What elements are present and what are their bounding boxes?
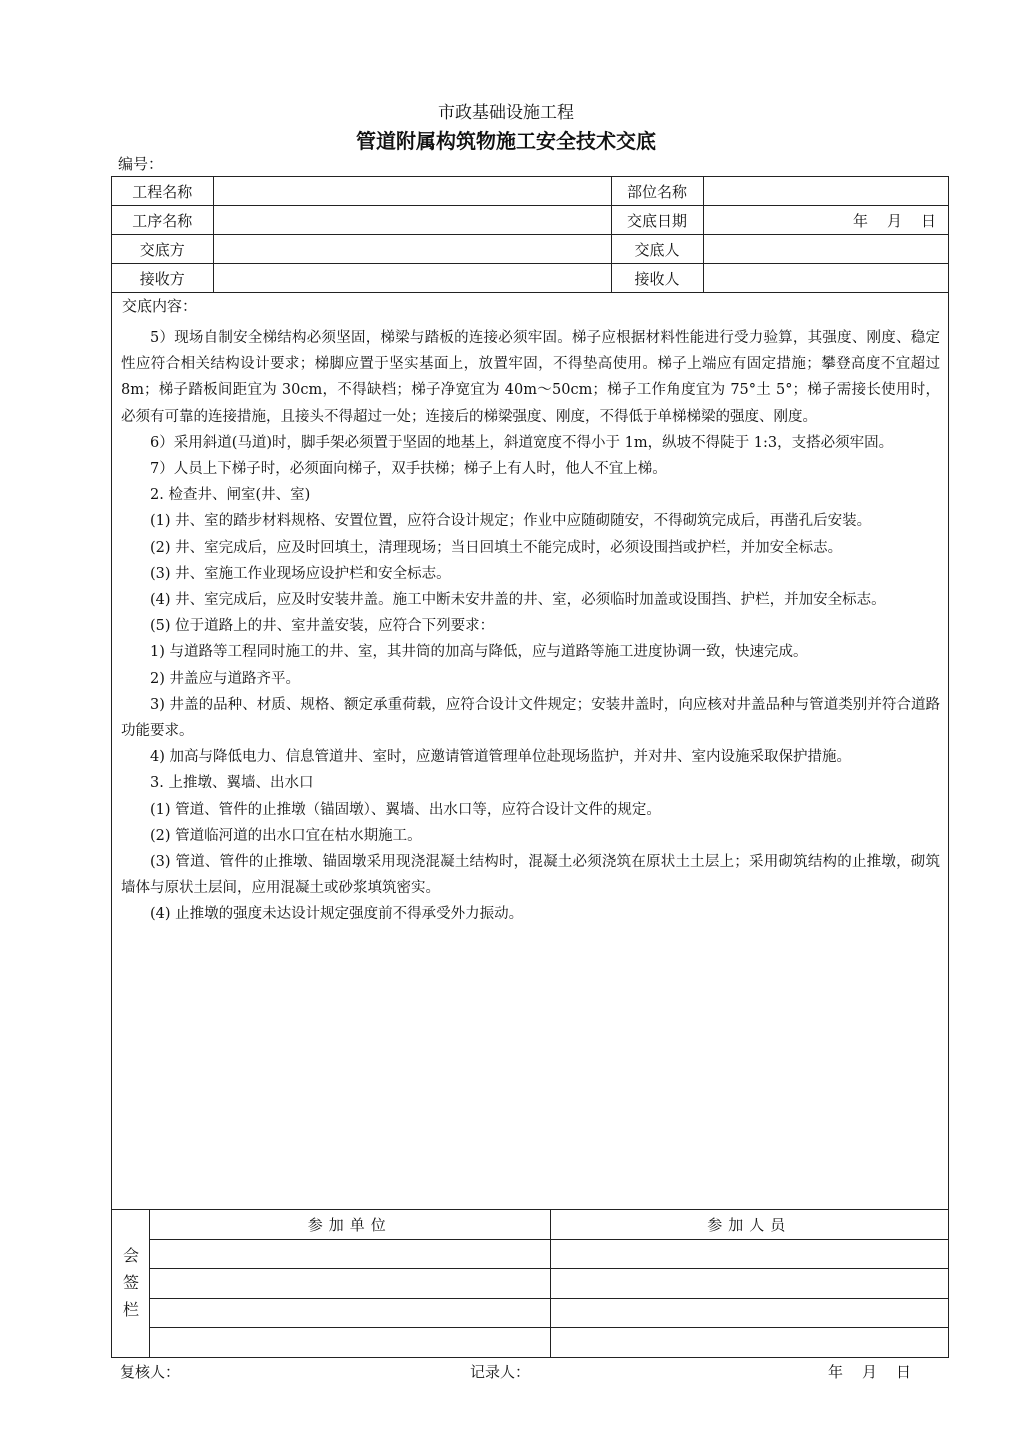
serial-number-label: 编号： bbox=[118, 155, 164, 173]
signoff-row bbox=[150, 1239, 948, 1269]
content-paragraph: 6）采用斜道(马道)时，脚手架必须置于坚固的地基上，斜道宽度不得小于 1m，纵坡不得陡于 1:3，支搭必须牢固。 bbox=[150, 434, 894, 451]
signoff-side-char: 签 bbox=[122, 1273, 139, 1292]
receiving-party-label: 接收方 bbox=[112, 264, 213, 293]
info-row-receiver bbox=[112, 264, 948, 293]
disclosing-party-field[interactable] bbox=[213, 235, 611, 264]
participating-person-cell[interactable] bbox=[550, 1298, 948, 1328]
content-paragraph: (1) 管道、管件的止推墩（锚固墩）、翼墙、出水口等，应符合设计文件的规定。 bbox=[150, 801, 661, 818]
signoff-side-char: 栏 bbox=[122, 1300, 139, 1319]
document-subtitle: 市政基础设施工程 bbox=[438, 103, 574, 123]
signoff-header-row bbox=[150, 1210, 948, 1239]
discloser-label: 交底人 bbox=[611, 235, 703, 264]
participating-unit-cell[interactable] bbox=[150, 1328, 550, 1357]
project-name-label: 工程名称 bbox=[112, 177, 213, 206]
signoff-side-char: 会 bbox=[122, 1246, 139, 1265]
signoff-row bbox=[150, 1298, 948, 1328]
content-paragraph: (4) 井、室完成后，应及时安装井盖。施工中断未安井盖的井、室，必须临时加盖或设围挡、护栏，并加安全标志。 bbox=[150, 592, 886, 609]
content-paragraph: (5) 位于道路上的井、室井盖安装，应符合下列要求： bbox=[150, 618, 495, 635]
info-row-discloser bbox=[112, 235, 948, 264]
participating-person-header: 参加人员 bbox=[550, 1210, 948, 1239]
reviewer-label: 复核人： bbox=[120, 1363, 181, 1381]
info-table bbox=[112, 177, 948, 293]
disclosure-date-label: 交底日期 bbox=[611, 206, 703, 235]
info-row-process bbox=[112, 206, 948, 235]
content-paragraph: (4) 止推墩的强度未达设计规定强度前不得承受外力振动。 bbox=[150, 906, 524, 923]
receiving-party-field[interactable] bbox=[213, 264, 611, 293]
participating-unit-header: 参加单位 bbox=[150, 1210, 550, 1239]
content-paragraph: 7）人员上下梯子时，必须面向梯子，双手扶梯；梯子上有人时，他人不宜上梯。 bbox=[150, 461, 667, 478]
content-paragraph: (1) 井、室的踏步材料规格、安置位置，应符合设计规定；作业中应随砌随安，不得砌筑完成后，再凿孔后安装。 bbox=[150, 513, 872, 530]
document-title: 管道附属构筑物施工安全技术交底 bbox=[356, 129, 656, 153]
content-paragraph: (3) 井、室施工作业现场应设护栏和安全标志。 bbox=[150, 565, 451, 582]
signoff-side-label bbox=[112, 1242, 150, 1323]
participating-person-cell[interactable] bbox=[550, 1328, 948, 1357]
participating-person-cell[interactable] bbox=[550, 1269, 948, 1299]
content-body bbox=[112, 325, 948, 928]
participating-unit-cell[interactable] bbox=[150, 1239, 550, 1269]
disclosure-date-field[interactable]: 年 月 日 bbox=[703, 206, 948, 235]
disclosure-form bbox=[111, 176, 949, 1358]
content-paragraph: 1) 与道路等工程同时施工的井、室，其井筒的加高与降低，应与道路等施工进度协调一致，快速完成。 bbox=[150, 644, 808, 661]
content-paragraph: (3) 管道、管件的止推墩、锚固墩采用现浇混凝土结构时，混凝土必须浇筑在原状土土层上；采用砌筑结构的止推墩，砌筑墙体与原状土层间，应用混凝土或砂浆填筑密实。 bbox=[121, 854, 940, 897]
participating-person-cell[interactable] bbox=[550, 1239, 948, 1269]
project-name-field[interactable] bbox=[213, 177, 611, 206]
content-label: 交底内容： bbox=[122, 297, 198, 315]
disclosing-party-label: 交底方 bbox=[112, 235, 213, 264]
receiver-label: 接收人 bbox=[611, 264, 703, 293]
process-name-field[interactable] bbox=[213, 206, 611, 235]
discloser-field[interactable] bbox=[703, 235, 948, 264]
content-paragraph: 5）现场自制安全梯结构必须坚固，梯梁与踏板的连接必须牢固。梯子应根据材料性能进行受力验算，其强度、刚度、稳定性应符合相关结构设计要求；梯脚应置于坚实基面上，放置牢固，不得垫高使用。梯子上端应有固定措施；攀登高度不宜超过 8m；梯子踏板间距宜为 30cm，不得缺档；梯子净宽宜为 40m～50cm；梯子工作角度宜为 75°土 5°；梯子需接长使用时，必须有可靠的连接措施，且接头不得超过一处；连接后的梯梁强度、刚度，不得低于单梯梯梁的强度、刚度。 bbox=[121, 330, 940, 425]
content-paragraph: 2. 检查井、闸室(井、室) bbox=[150, 487, 311, 504]
section-name-label: 部位名称 bbox=[611, 177, 703, 206]
content-paragraph: (2) 井、室完成后，应及时回填土，清理现场；当日回填土不能完成时，必须设围挡或护栏，并加安全标志。 bbox=[150, 539, 843, 556]
process-name-label: 工序名称 bbox=[112, 206, 213, 235]
signoff-side-column bbox=[112, 1210, 150, 1358]
participating-unit-cell[interactable] bbox=[150, 1269, 550, 1299]
signoff-section bbox=[112, 1209, 948, 1358]
section-name-field[interactable] bbox=[703, 177, 948, 206]
content-paragraph: (2) 管道临河道的出水口宜在枯水期施工。 bbox=[150, 827, 422, 844]
signoff-row bbox=[150, 1269, 948, 1299]
recorder-label: 记录人： bbox=[470, 1363, 531, 1381]
footer-date: 年 月 日 bbox=[828, 1363, 914, 1381]
signoff-table bbox=[150, 1210, 948, 1357]
info-row-project bbox=[112, 177, 948, 206]
receiver-field[interactable] bbox=[703, 264, 948, 293]
participating-unit-cell[interactable] bbox=[150, 1298, 550, 1328]
content-paragraph: 4) 加高与降低电力、信息管道井、室时，应邀请管道管理单位赴现场监护，并对井、室内设施采取保护措施。 bbox=[150, 749, 851, 766]
signoff-row bbox=[150, 1328, 948, 1357]
content-paragraph: 3) 井盖的品种、材质、规格、额定承重荷载，应符合设计文件规定；安装井盖时，向应核对井盖品种与管道类别并符合道路功能要求。 bbox=[121, 696, 940, 740]
content-paragraph: 2) 井盖应与道路齐平。 bbox=[150, 670, 300, 687]
content-paragraph: 3. 上推墩、翼墙、出水口 bbox=[150, 775, 314, 792]
